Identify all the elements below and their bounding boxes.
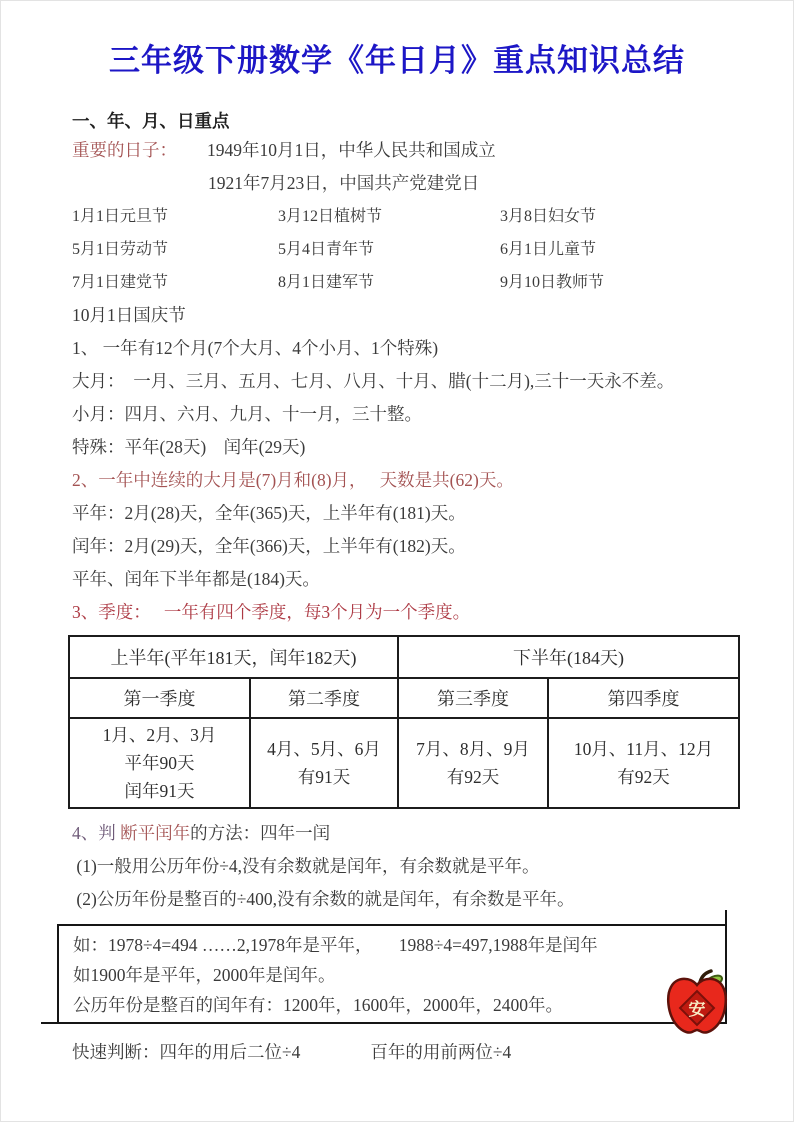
festival-item: 1月1日元旦节 bbox=[72, 208, 169, 225]
months-text: 1月、2月、3月 bbox=[102, 725, 217, 745]
quarter-table bbox=[68, 635, 740, 809]
festival-item: 8月1日建军节 bbox=[278, 274, 375, 291]
leap-rule-2: (2)公历年份是整百的÷400,没有余数的就是闰年，有余数是平年。 bbox=[72, 889, 575, 909]
special-month-line: 特殊：平年(28天) 闰年(29天) bbox=[72, 437, 306, 457]
festival-item: 3月12日植树节 bbox=[278, 208, 383, 225]
important-date-2: 1921年7月23日，中国共产党建党日 bbox=[208, 173, 480, 193]
point2-line: 2、一年中连续的大月是(7)月和(8)月， 天数是共(62)天。 bbox=[72, 470, 514, 490]
months-text: 10月、11月、12月 bbox=[573, 739, 714, 759]
quarter-2-months-cell bbox=[250, 718, 398, 808]
apple-seal-icon bbox=[664, 968, 730, 1042]
table-row bbox=[69, 636, 739, 678]
point4-line bbox=[72, 817, 744, 850]
days-text: 平年90天 bbox=[124, 753, 195, 773]
example-box bbox=[57, 924, 727, 1024]
table-row bbox=[69, 718, 739, 808]
leap-rule-1: (1)一般用公历年份÷4,没有余数就是闰年，有余数就是平年。 bbox=[72, 856, 540, 876]
quarter-1-months-cell bbox=[69, 718, 250, 808]
festival-item: 3月8日妇女节 bbox=[500, 208, 597, 225]
festival-item: 7月1日建党节 bbox=[72, 274, 169, 291]
quarter-3-header-cell: 第三季度 bbox=[398, 678, 548, 718]
leap-year-line: 闰年：2月(29)天，全年(366)天，上半年有(182)天。 bbox=[72, 536, 466, 556]
table-row bbox=[69, 678, 739, 718]
document-body bbox=[72, 88, 744, 1069]
festival-list bbox=[72, 200, 744, 299]
quarter-2-header-cell: 第二季度 bbox=[250, 678, 398, 718]
months-text: 7月、8月、9月 bbox=[416, 739, 530, 759]
point3-line: 3、季度： 一年有四个季度，每3个月为一个季度。 bbox=[72, 602, 471, 622]
important-days-line-1 bbox=[72, 134, 744, 167]
big-months-line: 大月： 一月、三月、五月、七月、八月、十月、腊(十二月),三十一天永不差。 bbox=[72, 371, 675, 391]
festival-item: 5月4日青年节 bbox=[278, 241, 375, 258]
small-months-line: 小月：四月、六月、九月、十一月，三十整。 bbox=[72, 404, 422, 424]
example-line-2: 如1900年是平年，2000年是闰年。 bbox=[73, 965, 336, 985]
first-half-header-cell: 上半年(平年181天，闰年182天) bbox=[69, 636, 398, 678]
days-text: 闰年91天 bbox=[124, 781, 195, 801]
months-text: 4月、5月、6月 bbox=[267, 739, 381, 759]
point4-number: 4、判 bbox=[72, 823, 116, 843]
apple-icon bbox=[664, 968, 730, 1042]
festival-item-national-day: 10月1日国庆节 bbox=[72, 305, 186, 325]
festival-item: 6月1日儿童节 bbox=[500, 241, 597, 258]
example-line-3: 公历年份是整百的闰年有：1200年，1600年，2000年，2400年。 bbox=[73, 995, 563, 1015]
important-date-1: 1949年10月1日，中华人民共和国成立 bbox=[207, 140, 496, 160]
days-text: 有91天 bbox=[297, 767, 351, 787]
days-text: 有92天 bbox=[617, 767, 670, 787]
point4-keyword: 断平闰年 bbox=[115, 823, 191, 843]
quick-judge-line: 快速判断：四年的用后二位÷4 百年的用前两位÷4 bbox=[72, 1042, 512, 1062]
example-line-1: 如：1978÷4=494 ……2,1978年是平年， 1988÷4=497,1988年是闰年 bbox=[73, 935, 598, 955]
festival-item: 9月10日教师节 bbox=[500, 274, 605, 291]
quarter-1-header-cell: 第一季度 bbox=[69, 678, 250, 718]
important-days-label: 重要的日子： bbox=[72, 140, 177, 160]
quarter-4-header-cell: 第四季度 bbox=[548, 678, 739, 718]
second-half-header-cell: 下半年(184天) bbox=[398, 636, 739, 678]
festival-item: 5月1日劳动节 bbox=[72, 241, 169, 258]
second-half-line: 平年、闰年下半年都是(184)天。 bbox=[72, 569, 320, 589]
quarter-3-months-cell bbox=[398, 718, 548, 808]
quarter-4-months-cell bbox=[548, 718, 739, 808]
page-title: 三年级下册数学《年日月》重点知识总结 bbox=[109, 43, 685, 78]
common-year-line: 平年：2月(28)天，全年(365)天，上半年有(181)天。 bbox=[72, 503, 466, 523]
days-text: 有92天 bbox=[446, 767, 500, 787]
apple-seal-char: 安 bbox=[688, 1000, 706, 1019]
point1-line: 1、 一年有12个月(7个大月、4个小月、1个特殊) bbox=[72, 338, 439, 358]
point4-rest: 的方法：四年一闰 bbox=[190, 823, 331, 843]
section-heading: 一、年、月、日重点 bbox=[72, 111, 230, 131]
